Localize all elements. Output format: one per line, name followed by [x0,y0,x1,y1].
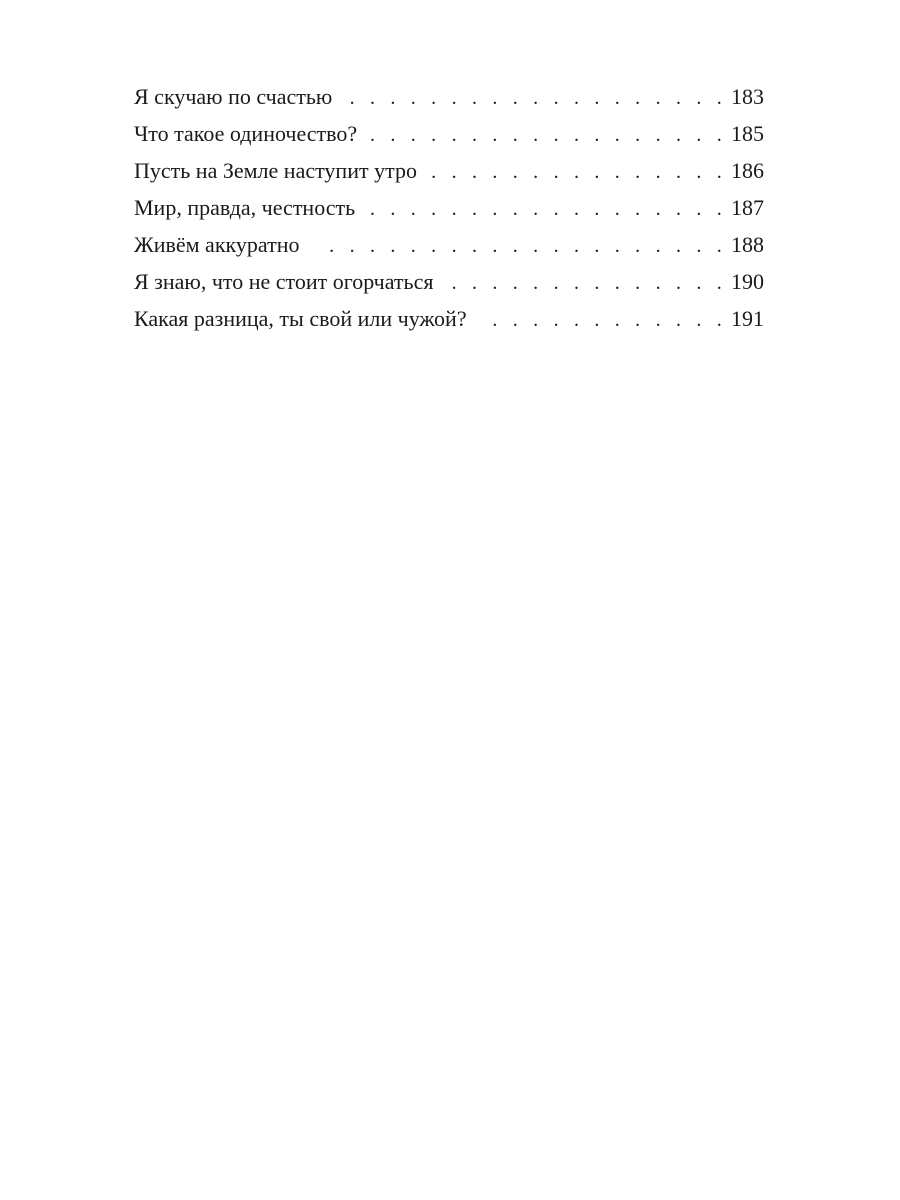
toc-dot-leader [371,117,727,154]
toc-entry-title: Какая разница, ты свой или чужой? [134,306,467,331]
toc-entry[interactable] [134,78,764,115]
toc-entry[interactable] [134,300,764,337]
toc-dot-leader [431,154,727,191]
toc-entry-page: 191 [731,306,764,331]
toc-entry[interactable] [134,226,764,263]
toc-entry-page: 187 [731,195,764,220]
toc-entry-title: Живём аккуратно [134,232,300,257]
toc-entry-title: Я знаю, что не стоит огорчаться [134,269,434,294]
toc-entry[interactable] [134,152,764,189]
toc-entry-title: Я скучаю по счастью [134,84,333,109]
toc-entry-page: 183 [731,84,764,109]
toc-entry-title: Что такое одиночество? [134,121,358,146]
toc-entry-page: 190 [731,269,764,294]
table-of-contents [134,78,764,337]
toc-dot-leader [346,80,727,117]
toc-dot-leader [313,228,727,265]
toc-dot-leader [447,265,727,302]
toc-entry[interactable] [134,189,764,226]
toc-entry-title: Пусть на Земле наступит утро [134,158,417,183]
toc-entry[interactable] [134,263,764,300]
toc-entry-title: Мир, правда, честность [134,195,356,220]
toc-dot-leader [481,302,727,339]
toc-entry[interactable] [134,115,764,152]
toc-dot-leader [369,191,727,228]
toc-entry-page: 185 [731,121,764,146]
toc-entry-page: 188 [731,232,764,257]
toc-entry-page: 186 [731,158,764,183]
